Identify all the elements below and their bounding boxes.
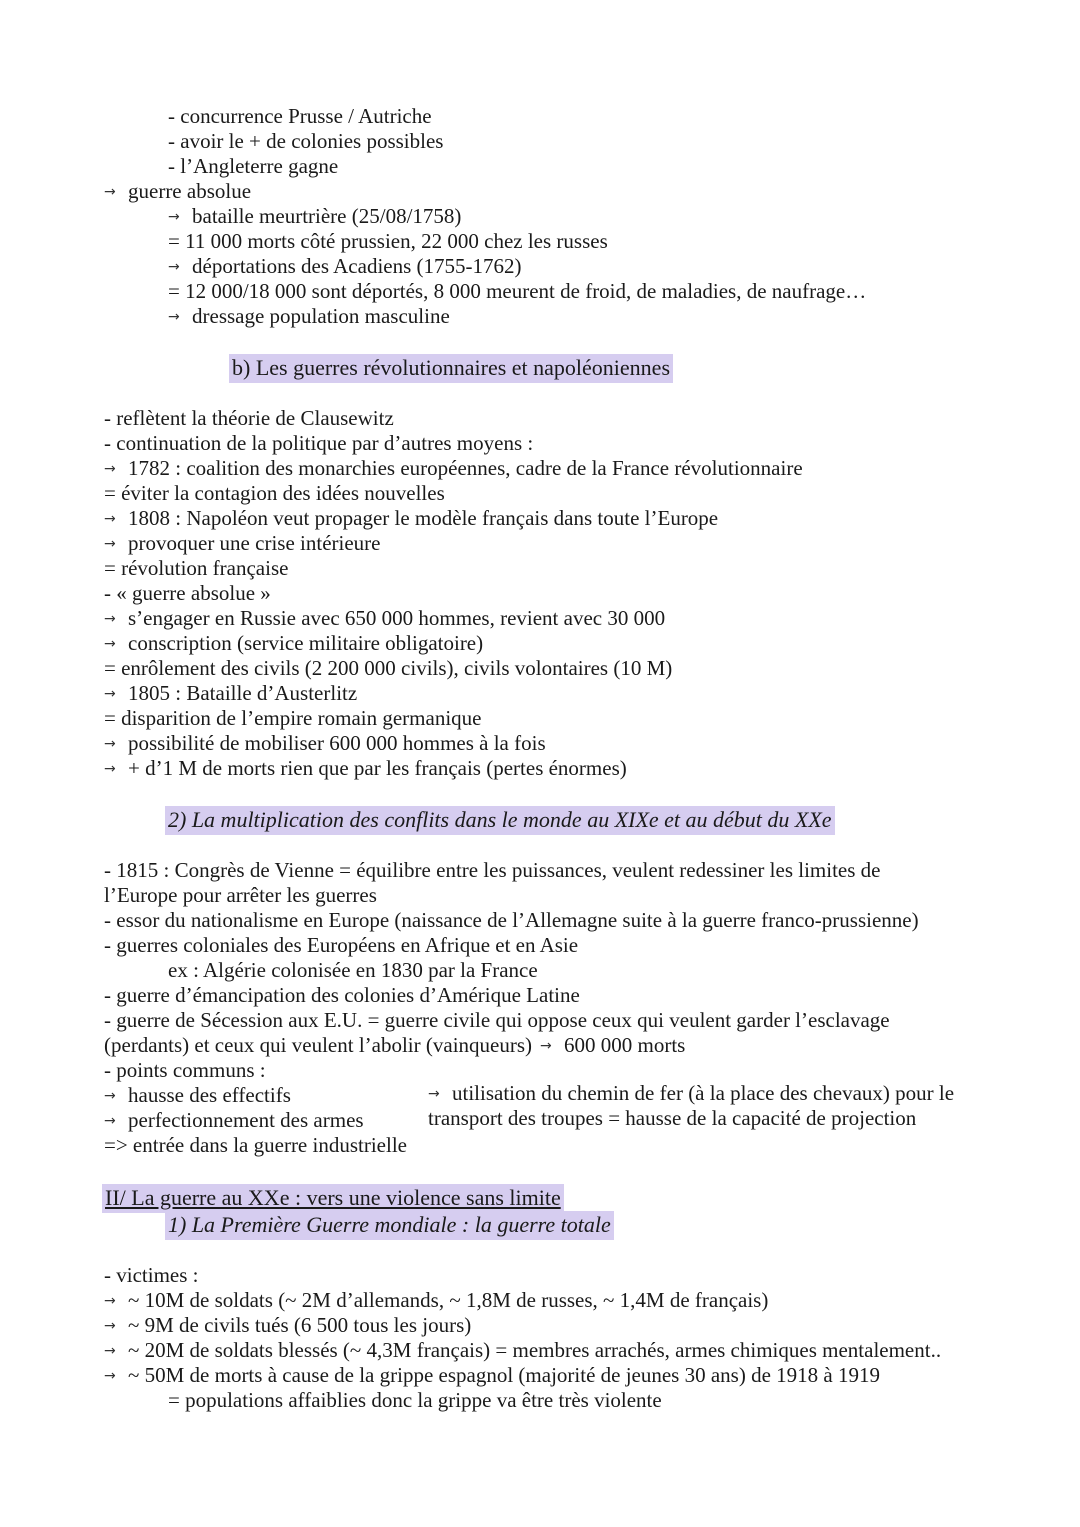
arrow-icon: → [104, 636, 116, 652]
text-line: → 1805 : Bataille d’Austerlitz [104, 681, 358, 705]
arrow-icon: → [104, 1343, 116, 1359]
text-line: = 11 000 morts côté prussien, 22 000 chez les russes [168, 229, 608, 253]
text-line: → conscription (service militaire obligatoire) [104, 631, 484, 655]
text-line: - continuation de la politique par d’autres moyens : [104, 431, 534, 455]
arrow-icon: → [168, 209, 180, 225]
text-line: = révolution française [104, 556, 289, 580]
text-line: - points communs : [104, 1058, 266, 1082]
arrow-icon: → [104, 1113, 116, 1129]
arrow-icon: → [104, 736, 116, 752]
text-line: → possibilité de mobiliser 600 000 hommes à la fois [104, 731, 546, 755]
text-line: - concurrence Prusse / Autriche [168, 104, 432, 128]
arrow-icon: → [104, 461, 116, 477]
arrow-icon: → [104, 1088, 116, 1104]
text-line: → déportations des Acadiens (1755-1762) [168, 254, 522, 278]
text-line: → 1808 : Napoléon veut propager le modèle français dans toute l’Europe [104, 506, 719, 530]
text-line: - « guerre absolue » [104, 581, 271, 605]
text-line: l’Europe pour arrêter les guerres [104, 883, 377, 907]
section-heading: b) Les guerres révolutionnaires et napoléoniennes [229, 355, 673, 380]
arrow-icon: → [540, 1038, 552, 1054]
text-line: - avoir le + de colonies possibles [168, 129, 444, 153]
section-heading: 2) La multiplication des conflits dans le monde au XIXe et au début du XXe [165, 807, 835, 832]
text-line: → ~ 50M de morts à cause de la grippe espagnol (majorité de jeunes 30 ans) de 1918 à 1919 [104, 1363, 880, 1387]
text-line: → s’engager en Russie avec 650 000 hommes, revient avec 30 000 [104, 606, 666, 630]
arrow-icon: → [104, 511, 116, 527]
text-line: → provoquer une crise intérieure [104, 531, 381, 555]
arrow-icon: → [104, 184, 116, 200]
arrow-icon: → [428, 1086, 440, 1102]
text-line: - guerres coloniales des Européens en Afrique et en Asie [104, 933, 579, 957]
text-line: = disparition de l’empire romain germanique [104, 706, 482, 730]
text-line: → 1782 : coalition des monarchies européennes, cadre de la France révolutionnaire [104, 456, 803, 480]
text-line: → ~ 9M de civils tués (6 500 tous les jours) [104, 1313, 472, 1337]
text-line: = 12 000/18 000 sont déportés, 8 000 meurent de froid, de maladies, de naufrage… [168, 279, 867, 303]
text-line: - l’Angleterre gagne [168, 154, 339, 178]
text-line: - reflètent la théorie de Clausewitz [104, 406, 394, 430]
text-line: → + d’1 M de morts rien que par les français (pertes énormes) [104, 756, 627, 780]
arrow-icon: → [104, 686, 116, 702]
arrow-icon: → [168, 309, 180, 325]
text-line: - guerre d’émancipation des colonies d’Amérique Latine [104, 983, 580, 1007]
text-line: - essor du nationalisme en Europe (naissance de l’Allemagne suite à la guerre franco-prussienne) [104, 908, 919, 932]
arrow-icon: → [168, 259, 180, 275]
arrow-icon: → [104, 761, 116, 777]
arrow-icon: → [104, 611, 116, 627]
text-line: - guerre de Sécession aux E.U. = guerre civile qui oppose ceux qui veulent garder l’esclavage [104, 1008, 890, 1032]
arrow-icon: → [104, 1368, 116, 1384]
text-line: = enrôlement des civils (2 200 000 civils), civils volontaires (10 M) [104, 656, 673, 680]
arrow-icon: → [104, 536, 116, 552]
text-line: = éviter la contagion des idées nouvelles [104, 481, 445, 505]
text-line: → guerre absolue [104, 179, 252, 203]
text-line: → perfectionnement des armes [104, 1108, 364, 1132]
text-line: = populations affaiblies donc la grippe va être très violente [168, 1388, 662, 1412]
text-line: (perdants) et ceux qui veulent l’abolir (vainqueurs) → 600 000 morts [104, 1033, 686, 1057]
text-line: transport des troupes = hausse de la capacité de projection [428, 1106, 917, 1130]
text-line: → ~ 20M de soldats blessés (~ 4,3M français) = membres arrachés, armes chimiques mentalement.. [104, 1338, 942, 1362]
arrow-icon: → [104, 1318, 116, 1334]
text-line: - victimes : [104, 1263, 199, 1287]
arrow-icon: → [104, 1293, 116, 1309]
text-line: → hausse des effectifs [104, 1083, 291, 1107]
text-line: → dressage population masculine [168, 304, 450, 328]
text-line: => entrée dans la guerre industrielle [104, 1133, 407, 1157]
text-line: → bataille meurtrière (25/08/1758) [168, 204, 462, 228]
part-heading: II/ La guerre au XXe : vers une violence sans limite [102, 1185, 564, 1210]
text-line: ex : Algérie colonisée en 1830 par la France [168, 958, 538, 982]
text-line: - 1815 : Congrès de Vienne = équilibre entre les puissances, veulent redessiner les limites de [104, 858, 881, 882]
section-heading: 1) La Première Guerre mondiale : la guerre totale [165, 1212, 614, 1237]
text-line: → utilisation du chemin de fer (à la place des chevaux) pour le [428, 1081, 955, 1105]
text-line: → ~ 10M de soldats (~ 2M d’allemands, ~ 1,8M de russes, ~ 1,4M de français) [104, 1288, 769, 1312]
